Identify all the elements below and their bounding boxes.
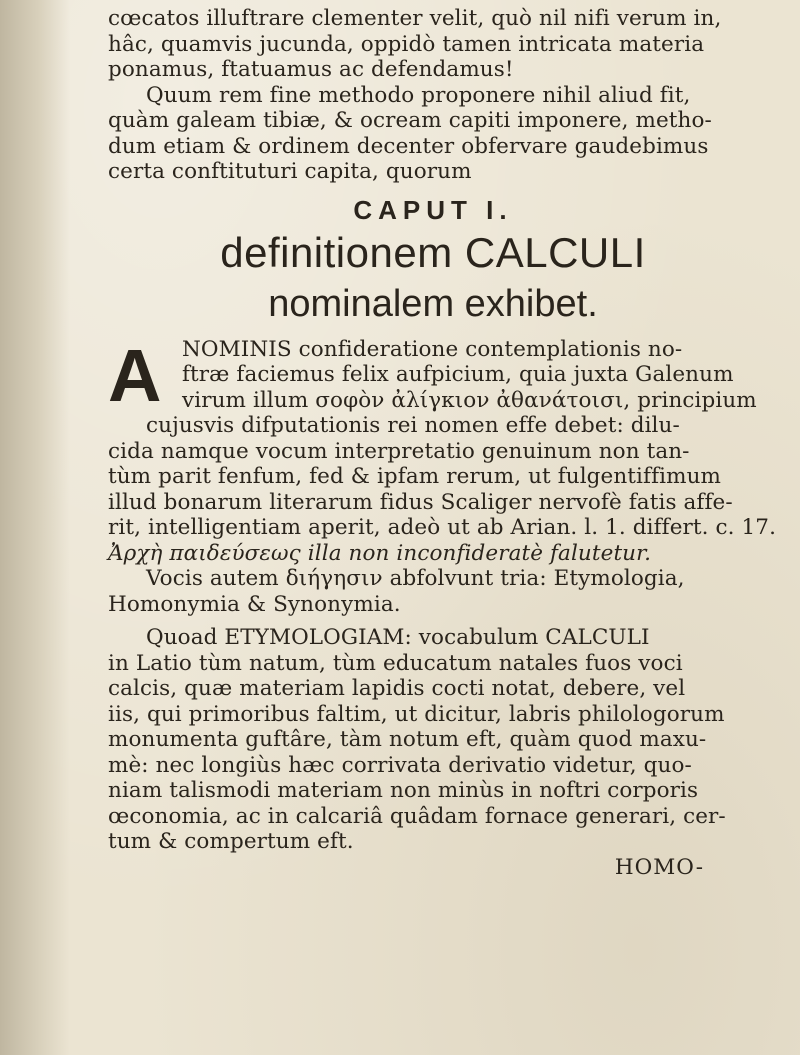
intro-line: hâc, quamvis jucunda, oppidò tamen intricata materia — [108, 31, 705, 57]
paragraph-2 — [108, 566, 758, 617]
paragraph-line: iis, qui primoribus faltim, ut dicitur, labris philologorum — [108, 701, 725, 727]
paragraph-line: cida namque vocum interpretatio genuinum non tan- — [108, 438, 690, 464]
paragraph-line: cujusvis difputationis rei nomen effe debet: dilu- — [146, 413, 680, 438]
paragraph-line: mè: nec longiùs hæc corrivata derivatio videtur, quo- — [108, 752, 692, 778]
paragraph-line: œconomia, ac in calcariâ quâdam fornace generari, cer- — [108, 803, 726, 829]
paragraph-line: NOMINIS confideratione contemplationis no- — [182, 336, 683, 362]
paragraph-1 — [108, 333, 777, 567]
intro-line: ponamus, ftatuamus ac defendamus! — [108, 57, 514, 82]
paragraph-line: monumenta guftâre, tàm notum eft, quàm quod maxu- — [108, 727, 707, 752]
drop-initial: A — [108, 333, 162, 417]
page-text — [108, 6, 777, 880]
paragraph-line: rit, intelligentiam aperit, adeò ut ab Arian. l. 1. differt. c. 17. — [108, 515, 777, 540]
paragraph-line: calcis, quæ materiam lapidis cocti notat, debere, vel — [108, 676, 686, 701]
chapter-subheading: nominalem exhibet. — [268, 282, 598, 325]
chapter-heading: definitionem CALCULI — [220, 228, 646, 276]
paragraph-line: Ἀρχὴ παιδεύσεως illa non inconfideratè falutetur. — [108, 540, 652, 566]
binding-gutter — [0, 0, 70, 1055]
paragraph-line: Quoad ETYMOLOGIAM: vocabulum CALCULI — [146, 625, 650, 650]
paragraph-line: Homonymia & Synonymia. — [108, 591, 401, 617]
intro-line: quàm galeam tibiæ, & ocream capiti imponere, metho- — [108, 108, 712, 133]
paragraph-line: Vocis autem διήγησιν abfolvunt tria: Etymologia, — [146, 566, 685, 591]
paragraph-line: tum & compertum eft. — [108, 829, 354, 854]
chapter-label: CAPUT I. — [353, 194, 513, 225]
paragraph-line: niam talismodi materiam non minùs in noftri corporis — [108, 778, 699, 803]
catchword: HOMO- — [614, 854, 704, 880]
paragraph-3 — [108, 625, 758, 855]
paragraph-line: tùm parit fenfum, fed & ipfam rerum, ut fulgentiffimum — [108, 464, 722, 489]
paragraph-line: illud bonarum literarum fidus Scaliger nervofè fatis affe- — [108, 489, 733, 515]
paragraph-line: ftræ faciemus felix aufpicium, quia juxta Galenum — [182, 362, 734, 387]
paragraph-line: in Latio tùm natum, tùm educatum natales fuos voci — [108, 650, 683, 676]
intro-line: dum etiam & ordinem decenter obfervare gaudebimus — [108, 133, 709, 159]
intro-line: Quum rem fine methodo proponere nihil aliud fit, — [146, 82, 691, 108]
paragraph-line: virum illum σοφὸν ἀλίγκιον ἀθανάτοισι, principium — [182, 387, 757, 413]
intro-line: certa conftituturi capita, quorum — [108, 159, 472, 184]
intro-line: cœcatos illuftrare clementer velit, quò nil nifi verum in, — [108, 6, 722, 31]
